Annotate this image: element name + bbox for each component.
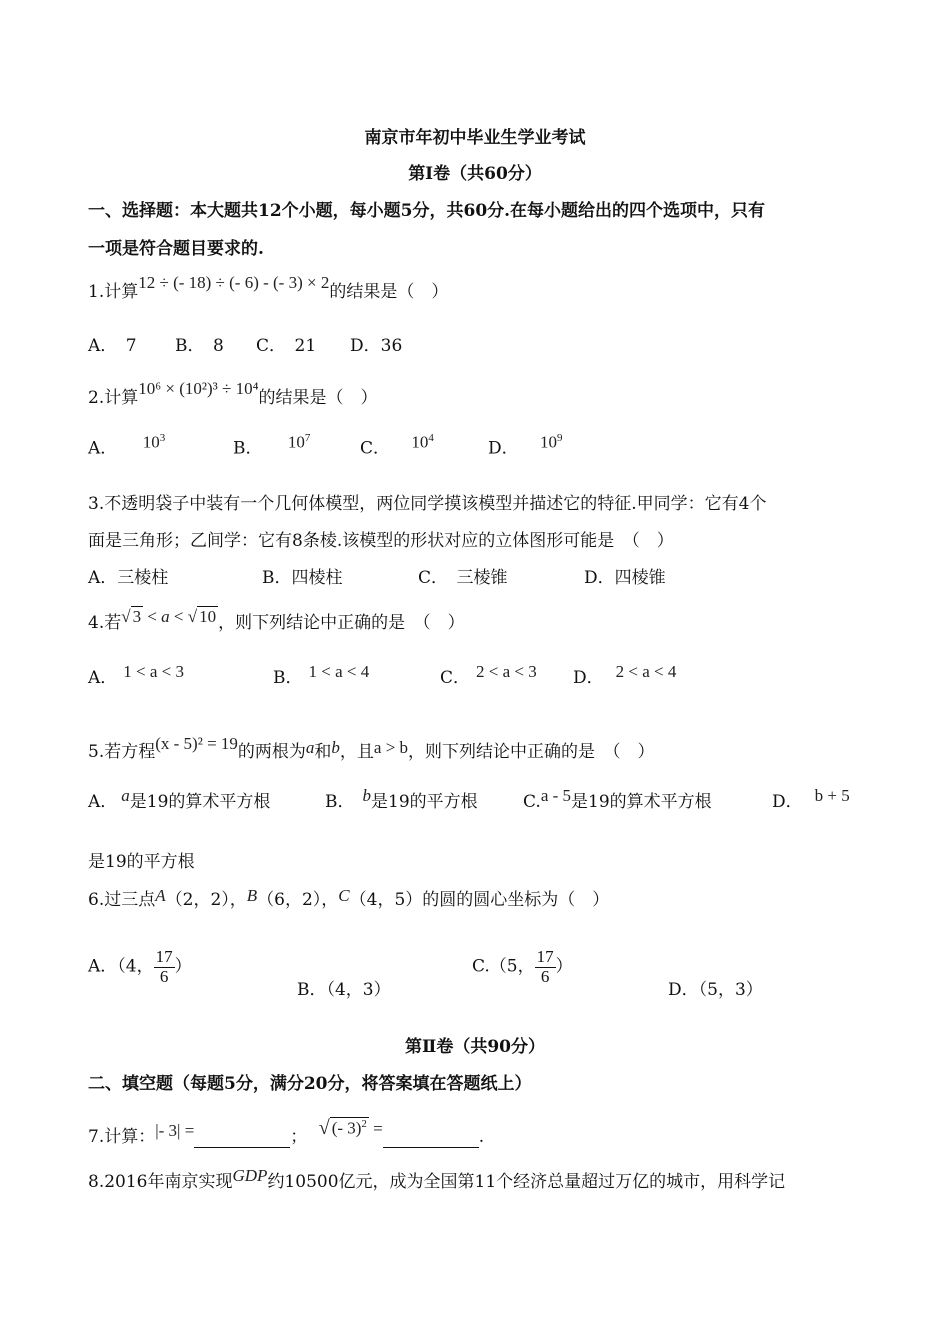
q1-suffix: 的结果是（ ） bbox=[329, 282, 449, 302]
q2-option-c bbox=[360, 432, 434, 459]
q6-option-a-fraction bbox=[154, 948, 175, 986]
section1-line1: 一、选择题：本大题共12个小题，每小题5分，共60分.在每小题给出的四个选项中，只有 bbox=[88, 201, 766, 221]
q4-var: a bbox=[161, 607, 170, 626]
q6-option-c-numerator: 17 bbox=[536, 947, 554, 966]
q4-option-d-expr: 2 < a < 4 bbox=[615, 662, 677, 681]
question-7 bbox=[88, 1117, 485, 1148]
question-1 bbox=[88, 273, 449, 302]
q6-option-a-end: ） bbox=[174, 956, 192, 977]
q4-option-d bbox=[573, 662, 677, 688]
q6-option-a-numerator: 17 bbox=[155, 947, 173, 966]
q2-option-a-base: 10 bbox=[142, 432, 160, 452]
q5-option-c-var: a - 5 bbox=[540, 786, 572, 805]
q2-option-d-base: 10 bbox=[540, 432, 558, 452]
q2-suffix: 的结果是（ ） bbox=[258, 388, 378, 408]
q5-option-a-label: A． bbox=[88, 792, 118, 812]
q5-option-b bbox=[325, 786, 478, 812]
question-6 bbox=[88, 886, 610, 910]
q6-option-c-end: ） bbox=[555, 956, 573, 977]
q3-option-b: B．四棱柱 bbox=[262, 568, 343, 588]
q5-mid1: 的两根为 bbox=[237, 742, 306, 762]
question-4 bbox=[88, 607, 465, 633]
q4-suffix: ，则下列结论中正确的是 （ ） bbox=[218, 613, 465, 633]
q3-option-a: A．三棱柱 bbox=[88, 568, 169, 588]
q2-option-c-label: C． bbox=[360, 438, 391, 459]
q5-option-d-var: b + 5 bbox=[814, 786, 850, 805]
q6-prefix: 6.过三点 bbox=[88, 890, 156, 910]
q3-line1: 3.不透明袋子中装有一个几何体模型，两位同学摸该模型并描述它的特征.甲同学：它有4个 bbox=[88, 494, 767, 514]
part2-title: 第Ⅱ卷（共90分） bbox=[405, 1037, 545, 1057]
q7-expression-2: √ (- 3)$^2$ = bbox=[318, 1117, 383, 1139]
q5-condition: a > b bbox=[373, 738, 409, 757]
section1-line2: 一项是符合题目要求的. bbox=[88, 239, 264, 259]
q5-var-a: a bbox=[305, 738, 315, 757]
q5-prefix: 5.若方程 bbox=[88, 742, 156, 762]
q4-option-a-expr: 1 < a < 3 bbox=[123, 662, 185, 681]
q4-option-a-label: A． bbox=[88, 668, 118, 688]
q5-and: 和 bbox=[314, 742, 332, 762]
q8-suffix: 约10500亿元，成为全国第11个经济总量超过万亿的城市，用科学记 bbox=[267, 1172, 786, 1192]
q2-option-d-label: D． bbox=[488, 438, 519, 459]
q5-option-b-label: B． bbox=[325, 792, 355, 812]
q4-option-d-label: D． bbox=[573, 668, 604, 688]
q2-option-b-base: 10 bbox=[287, 432, 305, 452]
q4-option-a bbox=[88, 662, 185, 688]
q4-sqrt-a: 3 bbox=[132, 607, 142, 626]
q2-option-b-label: B． bbox=[233, 438, 263, 459]
q5-expression: (x - 5)² = 19 bbox=[155, 734, 238, 753]
q8-prefix: 8.2016年南京实现 bbox=[88, 1172, 233, 1192]
q7-prefix: 7.计算： bbox=[88, 1127, 156, 1147]
q6-point-c-coord: （4，5）的圆的圆心坐标为（ ） bbox=[349, 890, 610, 910]
q4-option-b-label: B． bbox=[273, 668, 303, 688]
q5-var-b: b bbox=[331, 738, 340, 757]
q6-option-d: D．（5，3） bbox=[668, 980, 763, 1000]
q2-option-b bbox=[233, 432, 311, 459]
q6-point-b: B bbox=[246, 886, 258, 905]
q2-option-b-expr bbox=[288, 432, 311, 453]
q7-radicand-exp: 2 bbox=[361, 1118, 367, 1131]
q6-point-c: C bbox=[338, 886, 350, 905]
q2-expression: 10⁶ × (10²)³ ÷ 10⁴ bbox=[138, 379, 259, 398]
q3-line2: 面是三角形；乙间学：它有8条棱.该模型的形状对应的立体图形可能是 （ ） bbox=[88, 531, 674, 551]
q1-option-b: B． 8 bbox=[175, 336, 224, 356]
q2-option-a bbox=[88, 432, 166, 459]
q5-option-d-label: D． bbox=[772, 792, 803, 812]
q5-option-c-text: 是19的算术平方根 bbox=[571, 792, 712, 812]
q5-option-c bbox=[523, 786, 712, 812]
q5-option-b-var: b bbox=[362, 786, 371, 805]
q5-option-c-label: C. bbox=[523, 792, 541, 812]
q6-option-a bbox=[88, 948, 192, 986]
q4-prefix: 4.若 bbox=[88, 613, 122, 633]
q6-option-c-denominator: 6 bbox=[540, 966, 550, 986]
q6-option-b: B．（4，3） bbox=[297, 980, 391, 1000]
q3-option-c: C． 三棱锥 bbox=[418, 568, 508, 588]
q6-option-a-denominator: 6 bbox=[159, 966, 169, 986]
q8-var: GDP bbox=[232, 1166, 268, 1185]
question-8 bbox=[88, 1166, 786, 1192]
section2-heading: 二、填空题（每题5分，满分20分，将答案填在答题纸上） bbox=[88, 1074, 532, 1094]
q6-option-a-label: A．（4， bbox=[88, 956, 154, 977]
q6-point-a-coord: （2，2）， bbox=[165, 890, 247, 910]
q1-option-a: A． 7 bbox=[88, 336, 137, 356]
q4-option-c-expr: 2 < a < 3 bbox=[476, 662, 537, 681]
q3-option-d: D．四棱锥 bbox=[584, 568, 666, 588]
q2-option-a-expr bbox=[143, 432, 166, 453]
q7-equals: = bbox=[373, 1119, 383, 1138]
q4-option-c-label: C． bbox=[440, 668, 471, 688]
q2-option-b-exp: 7 bbox=[304, 432, 311, 444]
q2-option-d-expr bbox=[540, 432, 563, 453]
q5-option-a bbox=[88, 786, 271, 812]
q7-sqrt-radicand bbox=[330, 1117, 369, 1139]
q6-option-c bbox=[472, 948, 573, 986]
q2-prefix: 2.计算 bbox=[88, 388, 139, 408]
q5-option-a-text: 是19的算术平方根 bbox=[129, 792, 271, 812]
q7-expression-1: |- 3| = bbox=[155, 1121, 195, 1140]
q1-expression: 12 ÷ (- 18) ÷ (- 6) - (- 3) × 2 bbox=[138, 273, 330, 292]
q4-expression: √ 3 < a < √ 10 bbox=[121, 607, 217, 626]
q7-answer-blank-1[interactable] bbox=[194, 1129, 290, 1148]
q2-option-a-label: A． bbox=[88, 438, 118, 459]
q4-sqrt-b: 10 bbox=[199, 607, 217, 626]
q7-separator: ； bbox=[290, 1127, 308, 1147]
q5-option-b-text: 是19的平方根 bbox=[371, 792, 478, 812]
q5-suffix: ，则下列结论中正确的是 （ ） bbox=[408, 742, 655, 762]
q2-option-a-exp: 3 bbox=[159, 432, 166, 444]
q6-point-a: A bbox=[155, 886, 166, 905]
question-5 bbox=[88, 734, 655, 762]
q2-option-c-exp: 4 bbox=[428, 432, 434, 444]
q2-option-c-expr bbox=[411, 432, 434, 453]
q6-option-c-label: C.（5， bbox=[472, 956, 535, 977]
q7-end: . bbox=[478, 1127, 485, 1147]
q2-option-c-base: 10 bbox=[411, 432, 429, 452]
q6-option-c-fraction bbox=[535, 948, 556, 986]
q1-prefix: 1.计算 bbox=[88, 282, 139, 302]
q2-option-d bbox=[488, 432, 563, 459]
q5-option-d bbox=[772, 786, 850, 812]
part1-title: 第Ⅰ卷（共60分） bbox=[408, 164, 542, 184]
q5-mid2: ，且 bbox=[339, 742, 374, 762]
page-title: 南京市年初中毕业生学业考试 bbox=[364, 128, 586, 148]
q5-option-a-var: a bbox=[121, 786, 130, 805]
q4-option-b-expr: 1 < a < 4 bbox=[308, 662, 370, 681]
q6-point-b-coord: （6，2）， bbox=[257, 890, 339, 910]
question-2 bbox=[88, 379, 378, 408]
q4-option-b bbox=[273, 662, 370, 688]
q1-option-d: D．36 bbox=[350, 336, 403, 356]
q4-option-c bbox=[440, 662, 537, 688]
q7-answer-blank-2[interactable] bbox=[383, 1129, 479, 1148]
q2-option-d-exp: 9 bbox=[557, 432, 563, 444]
q1-option-c: C． 21 bbox=[256, 336, 317, 356]
q5-option-d-continued: 是19的平方根 bbox=[88, 852, 195, 872]
q7-radicand: (- 3) bbox=[331, 1119, 362, 1138]
